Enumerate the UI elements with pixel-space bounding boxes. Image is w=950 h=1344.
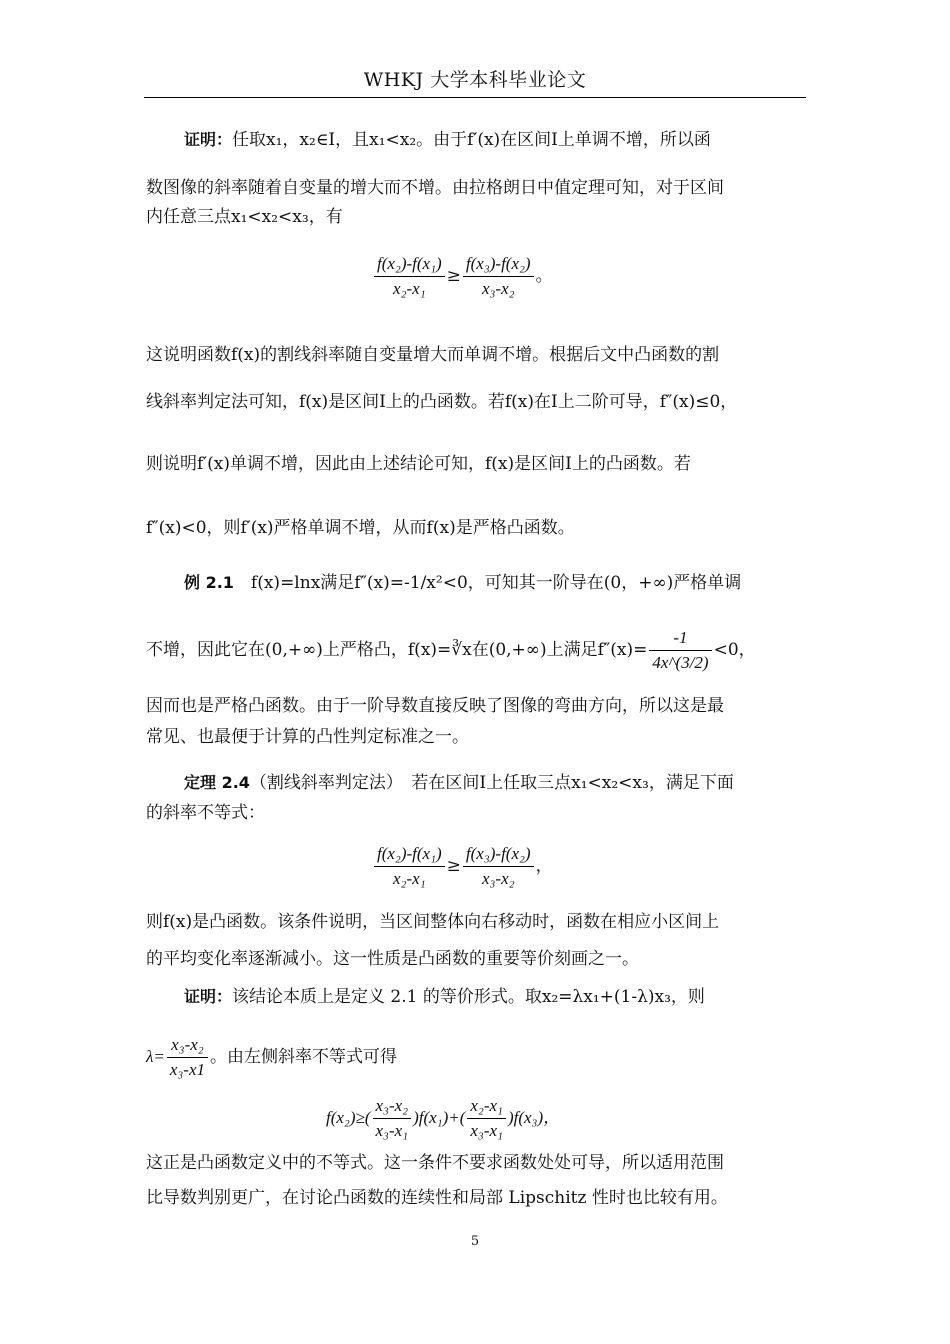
proof1-line-7: f″(x)<0，则f′(x)严格单调不增，从而f(x)是严格凸函数。 bbox=[146, 518, 575, 538]
proof2-eq-c: )f(x₃)， bbox=[507, 1108, 561, 1127]
theorem-line-2: 的斜率不等式： bbox=[146, 803, 265, 823]
example-text-2a: 不增，因此它在(0,+∞)上严格凸，f(x)=∛x在(0,+∞)上满足f″(x)= bbox=[146, 640, 648, 660]
proof1-text-1: 任取x₁，x₂∈I，且x₁<x₂。由于f′(x)在区间I上单调不增，所以函 bbox=[232, 130, 711, 150]
proof1-eq-left-fraction bbox=[374, 252, 445, 301]
proof2-label: 证明： bbox=[184, 987, 233, 1006]
proof2-eq-b: )f(x₁)+( bbox=[413, 1108, 466, 1127]
proof2-line-3: 这正是凸函数定义中的不等式。这一条件不要求函数处处可导，所以适用范围 bbox=[146, 1153, 724, 1173]
proof1-line-5: 线斜率判定法可知，f(x)是区间I上的凸函数。若f(x)在I上二阶可导，f″(x)≤0， bbox=[146, 392, 738, 412]
example-fraction bbox=[649, 626, 711, 675]
proof1-eq-right-fraction bbox=[463, 252, 534, 301]
proof2-eq-den-1: x₃-x₁ bbox=[375, 1121, 409, 1140]
proof2-line-4: 比导数判别更广，在讨论凸函数的连续性和局部 Lipschitz 性时也比较有用。 bbox=[146, 1188, 728, 1208]
theorem-eq-right-num: f(x₃)-f(x₂) bbox=[463, 842, 534, 867]
theorem-text-1: （割线斜率判定法） 若在区间I上任取三点x₁<x₂<x₃，满足下面 bbox=[249, 773, 734, 793]
proof2-lambda-prefix: λ= bbox=[146, 1047, 165, 1066]
example-frac-den: 4x^(3/2) bbox=[652, 653, 709, 672]
example-text-2b: <0， bbox=[713, 640, 756, 660]
example-line-4: 常见、也最便于计算的凸性判定标准之一。 bbox=[146, 727, 469, 747]
proof2-lambda-num: x₃-x₂ bbox=[167, 1033, 208, 1058]
theorem-line-3: 则f(x)是凸函数。该条件说明，当区间整体向右移动时，函数在相应小区间上 bbox=[146, 912, 720, 932]
proof2-eq-num-1: x₃-x₂ bbox=[373, 1094, 412, 1119]
proof1-line-3: 内任意三点x₁<x₂<x₃，有 bbox=[146, 207, 343, 227]
proof1-eq-right-num: f(x₃)-f(x₂) bbox=[463, 252, 534, 277]
proof1-line-4: 这说明函数f(x)的割线斜率随自变量增大而单调不增。根据后文中凸函数的割 bbox=[146, 345, 720, 365]
proof1-line-1 bbox=[184, 127, 711, 153]
theorem-eq-left-den: x₂-x₁ bbox=[393, 869, 426, 888]
theorem-eq-left-num: f(x₂)-f(x₁) bbox=[374, 842, 445, 867]
proof1-eq-end: 。 bbox=[535, 266, 553, 286]
proof1-eq-right-den: x₃-x₂ bbox=[481, 279, 515, 298]
example-frac-num: -1 bbox=[649, 626, 711, 651]
theorem-line-1 bbox=[184, 770, 734, 796]
example-line-1 bbox=[184, 570, 741, 596]
theorem-eq-left-fraction bbox=[374, 842, 445, 891]
theorem-eq-right-fraction bbox=[463, 842, 534, 891]
proof1-eq-rel: ≥ bbox=[446, 266, 461, 286]
proof2-text-2: 。由左侧斜率不等式可得 bbox=[210, 1047, 398, 1067]
proof2-text-1: 该结论本质上是定义 2.1 的等价形式。取x₂=λx₁+(1-λ)x₃，则 bbox=[232, 987, 705, 1007]
page-number: 5 bbox=[470, 1234, 480, 1249]
theorem-line-4: 的平均变化率逐渐减小。这一性质是凸函数的重要等价刻画之一。 bbox=[146, 949, 639, 969]
running-header: WHKJ 大学本科毕业论文 bbox=[363, 69, 587, 91]
proof1-line-6: 则说明f′(x)单调不增，因此由上述结论可知，f(x)是区间I上的凸函数。若 bbox=[146, 454, 691, 474]
proof1-label: 证明： bbox=[184, 130, 233, 149]
proof2-eq-a: f(x₂)≥( bbox=[326, 1108, 371, 1127]
proof2-eq-num-2: x₂-x₁ bbox=[467, 1094, 506, 1119]
proof1-eq-left-den: x₂-x₁ bbox=[393, 279, 426, 298]
theorem-eq-end: ， bbox=[535, 856, 553, 876]
proof2-line-2 bbox=[146, 1032, 397, 1082]
proof1-line-2: 数图像的斜率随着自变量的增大而不增。由拉格朗日中值定理可知，对于区间 bbox=[146, 178, 724, 198]
proof2-eq-den-2: x₃-x₁ bbox=[470, 1121, 503, 1140]
proof2-lambda-fraction bbox=[167, 1033, 208, 1082]
example-label: 例 2.1 bbox=[184, 573, 234, 592]
example-line-2 bbox=[146, 625, 756, 675]
proof1-equation bbox=[372, 252, 553, 301]
proof2-eq-frac-2 bbox=[467, 1094, 506, 1143]
header-rule bbox=[144, 97, 806, 98]
proof2-lambda-den: x₃-x1 bbox=[169, 1060, 206, 1079]
proof2-eq-frac-1 bbox=[373, 1094, 412, 1143]
example-line-3: 因而也是严格凸函数。由于一阶导数直接反映了图像的弯曲方向，所以这是最 bbox=[146, 696, 724, 716]
example-text-1: f(x)=lnx满足f″(x)=-1/x²<0，可知其一阶导在(0，+∞)严格单调 bbox=[250, 573, 742, 593]
proof1-eq-left-num: f(x₂)-f(x₁) bbox=[374, 252, 445, 277]
theorem-label: 定理 2.4 bbox=[184, 773, 250, 792]
theorem-eq-right-den: x₃-x₂ bbox=[481, 869, 515, 888]
proof2-line-1 bbox=[184, 984, 705, 1010]
theorem-eq-rel: ≥ bbox=[446, 856, 461, 876]
theorem-equation bbox=[372, 842, 553, 891]
proof2-equation bbox=[326, 1094, 560, 1143]
